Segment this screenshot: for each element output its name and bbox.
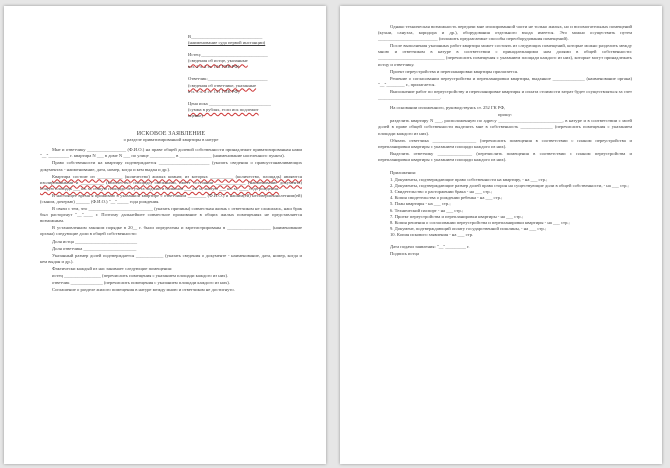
paragraph: Право собственности на квартиру подтверждается ______________________ (указать сведения о правоустанавливающих документах - наименование, дата, номер, когда и кем выдан и др.).	[40, 160, 302, 172]
paragraph: После выполнения указанных работ квартира может состоять из следующих помещений, которые можно разделить между мною и ответчиком в натуре в соответствии с принадлежащими нам долями в общей собственности: _____________________________ (перечислить помещения с указанием площади каждого из них), которые могут принадлежать истцу и ответчику.	[378, 43, 632, 67]
paragraph: В связи с тем, что ____________________________ (указать причины) совместная жизнь с ответчиком не сложилась, наш брак был расторгнут "__"____ г. Поэтому дальнейшее совместное проживание в общих жилых помещениях не представляется возможным.	[40, 206, 302, 224]
paragraph: Мне и ответчику _________________ (Ф.И.О.) на праве общей долевой собственности принадлежит приватизированная нами "__"_________ г. квартира N ___ в доме N ___ по улице ___________ в ______________ (наименование населенного пункта).	[40, 147, 302, 159]
header-block	[188, 34, 302, 119]
attachments-list	[378, 177, 632, 238]
attachment-item: 4. Копия свидетельства о рождении ребенка - на ___ стр.;	[390, 195, 503, 201]
attachment-item: 5. План квартиры - на ___ стр.;	[390, 201, 451, 207]
paragraph: Решение о согласовании переустройства и перепланировки квартиры, выданное ______________ (наименование органа) "__"________ г., прилагается.	[378, 75, 632, 87]
document-page-right	[340, 6, 662, 464]
paragraph: ответчик ______________ (перечислить помещения с указанием площади каждого из них).	[52, 280, 230, 286]
ask-line: прошу:	[497, 112, 513, 118]
attachment-item: 10. Копия искового заявления - на ___ стр.	[390, 231, 474, 237]
plaintiff-line: Истец:_____________________________	[188, 52, 268, 58]
claim-price-note-2: оценке)	[188, 112, 203, 118]
share-line: Доля истца ___________________________	[52, 238, 138, 244]
claim-price-note-1: (сумма в рублях, если иск подлежит	[188, 106, 259, 112]
date-line: Дата подачи заявления: "__"_________ г.	[390, 244, 470, 249]
document-subtitle: о разделе приватизированной квартиры в натуре	[123, 137, 219, 143]
defendant-line: Ответчик:__________________________	[188, 76, 268, 82]
paragraph: истец ________________ (перечислить помещения с указанием площади каждого из них).	[52, 273, 229, 278]
basis-line: На основании изложенного, руководствуясь ст. 252 ГК РФ,	[390, 105, 506, 111]
request-item: Обязать ответчика ___________________ (перечислить помещения в соответствии с планом переустройства и перепланировки квартиры с указанием площади каждого из них).	[378, 137, 632, 149]
attachment-item: 9. Документ, подтверждающий оплату государственной пошлины, - на ___ стр.;	[390, 225, 547, 231]
attachment-item: 1. Документы, подтверждающие право собственности на квартиру, - на ___ стр.;	[390, 177, 548, 183]
paragraph: Квартира состоит из ___________ (количество) жилых комнат, из которых __________ (количество, площадь) являются изолированными и __________ (количество, площадь) смежными, имеет состоянии _____________ (наименование документа) общую площадь ___ кв. м, общую площадь без учета лоджий и балконов ___ кв. м, жилую ___ кв. м, ____ года рождения.	[40, 173, 302, 191]
plaintiff-note-2: в п. 2 ч. 2 ст. 131 ГПК РФ)	[188, 64, 240, 70]
defendant-note-2: в п. 3 ч. 2 ст. 131 ГПК РФ)	[188, 88, 240, 94]
request-item: разделить квартиру N ___, расположенную по адресу ____________________________, в натуре и в соответствии с моей долей в праве общей собственности выделить мне в собственность ______________ (перечислить помещения с указанием площади каждого из них).	[378, 118, 632, 136]
document-title: ИСКОВОЕ ЗАЯВЛЕНИЕ	[136, 131, 206, 138]
document-page-left	[4, 6, 326, 464]
paragraph: В настоящее время я проживаю в указанной квартире с ответчиком ________ (Ф.И.О.) и нашим(ей) несовершеннолетним(ей) (сыном, дочерью) ______ (Ф.И.О.) "__"_____ года рождения.	[40, 192, 302, 204]
attachments-title: Приложения:	[390, 169, 417, 175]
attachment-item: 6. Технический паспорт - на ___ стр.;	[390, 207, 464, 213]
paragraph: Соглашение о разделе жилого помещения в натуре между мною и ответчиком не достигнуто.	[52, 287, 235, 293]
attachment-item: 2. Документы, подтверждающие размер долей права сторон на существующие доли в общей собственности, - на ___ стр.;	[390, 183, 629, 189]
attachment-item: 7. Проект переустройства и перепланировки квартиры - на ___ стр.;	[390, 213, 523, 219]
plaintiff-note-1: (сведения об истце, указанные	[188, 58, 248, 64]
paragraph: Выполнение работ по переустройству и перепланировке квартиры и оплата стоимости затрат будет осуществляться за счет ___________________________.	[378, 88, 632, 101]
paragraph: Однако техническая возможность передачи мне изолированной части не только жилых, но и вспомогательных помещений (кухни, санузла, коридора и др.), оборудования отдельного входа имеется. Это можно осуществить путем __________________________ (изложить предлагаемые способы переоборудования помещений).	[378, 24, 632, 42]
request-item: Выделить ответчику _______________ (перечислить помещения в соответствии с планом переустройства и перепланировки квартиры с указанием площади каждого из них).	[378, 150, 632, 162]
claim-price-line: Цена иска ___________________________	[188, 100, 271, 106]
attachment-item: 3. Свидетельство о расторжении брака - на ___ стр.;	[390, 189, 492, 195]
share-line: Доля ответчика _______________________	[52, 245, 137, 251]
signature-line: Подпись истца	[390, 251, 420, 257]
court-note: (наименование суда первой инстанции)	[188, 40, 266, 46]
court-line: В_______________________________	[188, 34, 263, 39]
defendant-note-1: (сведения об ответчике, указанные	[188, 82, 257, 88]
paragraph: В установленном законом порядке в 20__ г. были определены и зарегистрированы в ___________________ (наименование органа) следующие доли в общей собственности:	[40, 225, 302, 237]
paragraph: Фактически каждый из нас занимает следующие помещения:	[52, 265, 173, 271]
attachment-item: 8. Копия решения о согласовании переустройства и перепланировки квартиры - на ___ стр.;	[390, 219, 570, 225]
paragraph: Указанный размер долей подтверждается ____________ (указать сведения о документе - наименование, дата, номер, когда и кем выдан и др.).	[40, 252, 302, 264]
paragraph: Проект переустройства и перепланировки квартиры прилагается.	[390, 68, 519, 74]
